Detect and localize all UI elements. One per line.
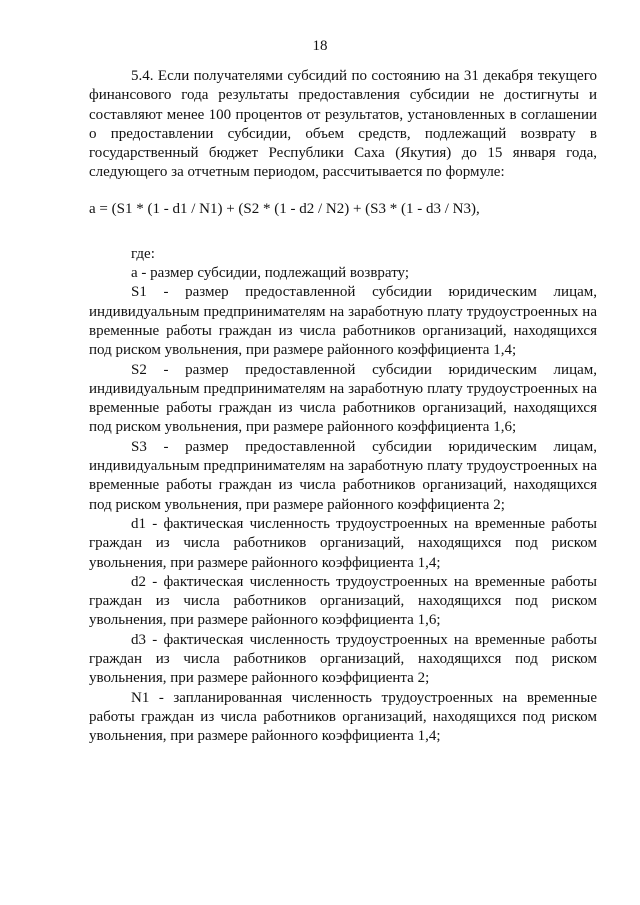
definition-s2: S2 - размер предоставленной субсидии юридическим лицам, индивидуальным предпринимателям на заработную плату трудоустроенных на временные работы граждан из числа работников организаций, находящихся под риском увольнения, при размере районного коэффициента 1,6; <box>89 361 597 436</box>
definition-s1: S1 - размер предоставленной субсидии юридическим лицам, индивидуальным предпринимателям на заработную плату трудоустроенных на временные работы граждан из числа работников организаций, находящихся под риском увольнения, при размере районного коэффициента 1,4; <box>89 284 597 359</box>
intro-paragraph: 5.4. Если получателями субсидий по состоянию на 31 декабря текущего финансового года результаты предоставления субсидии не достигнуты и составляют менее 100 процентов от результатов, установленных в соглашении о предоставлении субсидии, объем средств, подлежащий возврату в государственный бюджет Республики Саха (Якутия) до 15 января года, следующего за отчетным периодом, рассчитывается по формуле: <box>89 68 597 181</box>
formula: a = (S1 * (1 - d1 / N1) + (S2 * (1 - d2 / N2) + (S3 * (1 - d3 / N3), <box>89 200 480 217</box>
definition-a: а - размер субсидии, подлежащий возврату; <box>131 265 410 282</box>
definition-d2: d2 - фактическая численность трудоустроенных на временные работы граждан из числа работников организаций, находящихся под риском увольнения, при размере районного коэффициента 1,6; <box>89 573 597 629</box>
page-number: 18 <box>312 38 328 54</box>
document-body <box>89 67 597 747</box>
definition-n1: N1 - запланированная численность трудоустроенных на временные работы граждан из числа работников организаций, находящихся под риском увольнения, при размере районного коэффициента 1,4; <box>89 689 597 745</box>
where-label: где: <box>131 245 155 262</box>
definition-d3: d3 - фактическая численность трудоустроенных на временные работы граждан из числа работников организаций, находящихся под риском увольнения, при размере районного коэффициента 2; <box>89 631 597 687</box>
definition-s3: S3 - размер предоставленной субсидии юридическим лицам, индивидуальным предпринимателям на заработную плату трудоустроенных на временные работы граждан из числа работников организаций, находящихся под риском увольнения, при размере районного коэффициента 2; <box>89 438 597 513</box>
definition-d1: d1 - фактическая численность трудоустроенных на временные работы граждан из числа работников организаций, находящихся под риском увольнения, при размере районного коэффициента 1,4; <box>89 515 597 571</box>
